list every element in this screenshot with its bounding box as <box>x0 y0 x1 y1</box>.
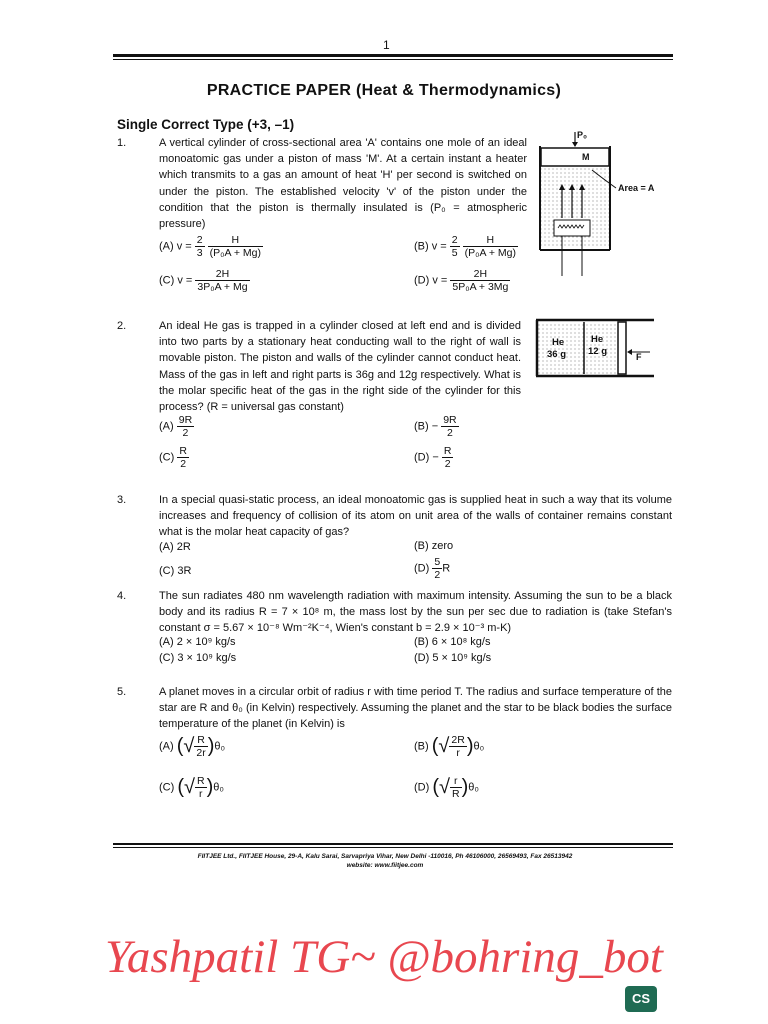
q1-d-den: 5P₀A + 3Mg <box>452 281 509 293</box>
q1-d-num: 2H <box>450 268 510 281</box>
q4-number: 4. <box>117 590 127 602</box>
q3-option-d-frac <box>432 556 442 581</box>
q5-option-d-label: (D) <box>414 781 430 794</box>
q2-b-num: 9R <box>443 414 457 426</box>
q1-fig-mass-label: M <box>582 152 590 162</box>
q5-a-num: R <box>194 734 207 747</box>
q3-number: 3. <box>117 494 127 506</box>
q5-b-num: 2R <box>451 734 465 746</box>
footer-website: website: www.fiitjee.com <box>346 862 424 869</box>
q2-fig-left-mass: 36 g <box>547 349 567 360</box>
q2-text: An ideal He gas is trapped in a cylinder closed at left end and is divided into two parts by a stationary heat conducting wall to the right of wall is movable piston. The piston and walls of the cylinder cannot conduct heat. Mass of the gas in left and right parts is 36g and 12g respectively. What is the molar specific heat of the gas in the right side of the cylinder for this process? (R = universal gas constant) <box>159 320 521 414</box>
q2-a-den: 2 <box>182 427 189 439</box>
q3-option-d-suffix: R <box>442 562 451 575</box>
q5-option-b-label: (B) <box>414 740 429 753</box>
q3-d-den: 2 <box>434 569 441 581</box>
q5-option-a-label: (A) <box>159 740 174 753</box>
q5-option-a-sqrt: (√ $\frac{R}{2r}$ ) <box>176 734 215 759</box>
q2-option-b-frac <box>441 414 458 439</box>
q1-option-d-label: (D) v = <box>414 274 448 287</box>
q1-option-c <box>159 268 250 293</box>
q3-text: In a special quasi-static process, an ideal monoatomic gas is supplied heat in such a way that its volume increases and frequency of collision of its atom on unit area of the walls of container remains constant what is the molar heat capacity of gas? <box>159 494 672 539</box>
header-rule-thin <box>113 59 673 60</box>
q1-cylinder-figure <box>532 128 682 278</box>
q3-option-d-label: (D) <box>414 562 430 575</box>
q5-number: 5. <box>117 686 127 698</box>
q3-option-b: (B) zero <box>414 540 454 552</box>
q2-d-den: 2 <box>444 458 451 470</box>
q2-number: 2. <box>117 320 127 332</box>
q2-option-b-label: (B) − <box>414 420 439 433</box>
section-title: Single Correct Type (+3, –1) <box>117 117 295 132</box>
q1-a-num1: 2 <box>196 234 203 246</box>
q2-c-num: R <box>179 445 187 457</box>
q2-option-c-frac <box>177 445 189 470</box>
q5-option-d-frac <box>450 775 462 800</box>
q3-option-d <box>414 556 450 581</box>
q5-option-d-theta: θ₀ <box>468 781 479 794</box>
q5-option-d <box>414 775 479 800</box>
q1-option-c-frac <box>195 268 249 293</box>
q2-d-num: R <box>443 445 452 457</box>
q1-option-d <box>414 268 510 293</box>
q5-d-den: R <box>451 788 460 800</box>
q2-option-d-frac <box>442 445 454 470</box>
q5-text: A planet moves in a circular orbit of radius r with time period T. The radius and surface temperature of the star are R and θ₀ (in Kelvin) respectively. Assuming the planet and the star to be black bodies the surface temperature of the planet (in Kelvin) is <box>159 686 672 731</box>
q1-fig-area-label: Area = A <box>618 183 655 193</box>
watermark-text: Yashpatil TG~ @bohring_bot <box>105 931 663 983</box>
q5-option-b-frac <box>449 734 466 759</box>
q1-b-den1: 5 <box>451 247 458 259</box>
q2-option-c-label: (C) <box>159 451 175 464</box>
q3-option-c: (C) 3R <box>159 565 192 577</box>
q4-option-d: (D) 5 × 10⁹ kg/s <box>414 652 492 664</box>
q5-option-b-sqrt: (√ $\frac{2R}{r}$ ) <box>431 734 474 759</box>
q1-c-num: 2H <box>195 268 249 281</box>
q5-option-c-sqrt: (√ $\frac{R}{r}$ ) <box>177 775 214 800</box>
q4-text: The sun radiates 480 nm wavelength radiation with maximum intensity. Assuming the sun to be a black body and its radius R = 7 × 10⁸ m, the mass lost by the sun per sec due to radiation is (take Stefan's constant σ = 5.67 × 10⁻⁸ Wm⁻²K⁻⁴, Wien's constant b = 2.9 × 10⁻³ m-K) <box>159 590 672 635</box>
q5-option-a-frac <box>194 734 207 759</box>
q2-fig-right-mass: 12 g <box>588 346 608 357</box>
q5-option-c-theta: θ₀ <box>213 781 224 794</box>
q4-option-c: (C) 3 × 10⁹ kg/s <box>159 652 237 664</box>
q1-option-a-frac2 <box>208 234 263 259</box>
q1-option-b-label: (B) v = <box>414 240 447 253</box>
q1-option-a <box>159 234 263 259</box>
q5-option-a <box>159 734 225 759</box>
q5-option-c <box>159 775 224 800</box>
q1-option-b <box>414 234 518 259</box>
q1-fig-p0-label: P₀ <box>577 130 588 140</box>
q2-fig-he-right: He <box>591 334 604 345</box>
q1-a-den1: 3 <box>196 247 203 259</box>
q3-d-num: 5 <box>434 556 441 568</box>
q2-option-a <box>159 414 194 439</box>
q5-option-b-theta: θ₀ <box>473 740 485 753</box>
q1-c-den: 3P₀A + Mg <box>197 281 248 293</box>
q1-option-c-label: (C) v = <box>159 274 193 287</box>
q5-c-num: R <box>196 775 205 787</box>
q3-option-a: (A) 2R <box>159 541 191 553</box>
q5-option-a-theta: θ₀ <box>214 740 226 753</box>
q4-option-a: (A) 2 × 10⁹ kg/s <box>159 636 236 648</box>
q4-option-b: (B) 6 × 10⁸ kg/s <box>414 636 491 648</box>
q5-option-b <box>414 734 484 759</box>
q2-option-a-label: (A) <box>159 420 174 433</box>
q1-b-num1: 2 <box>451 234 458 246</box>
q1-number: 1. <box>117 137 127 149</box>
paper-title: PRACTICE PAPER (Heat & Thermodynamics) <box>206 82 562 99</box>
q2-option-a-frac <box>177 414 194 439</box>
camscanner-badge-icon: CS <box>625 986 657 1012</box>
q2-fig-force-label: F <box>636 352 642 362</box>
q1-text: A vertical cylinder of cross-sectional area 'A' contains one mole of an ideal monoatomic gas under a piston of mass 'M'. At a certain instant a heater which transmits to a gas an amount of heat 'H' per second is switched on under the piston. The established velocity 'v' of the piston under the condition that the piston is thermally insulated is (P₀ = atmospheric pressure) <box>159 137 527 231</box>
q2-option-b <box>414 414 459 439</box>
footer-address: FIITJEE Ltd., FIITJEE House, 29-A, Kalu Sarai, Sarvapriya Vihar, New Delhi -110016, Ph 46106000, 26569493, Fax 26513942 <box>197 853 573 860</box>
q5-d-num: r <box>450 775 462 788</box>
q2-option-d <box>414 445 453 470</box>
q2-b-den: 2 <box>447 427 453 439</box>
q5-option-c-label: (C) <box>159 781 175 794</box>
q1-option-b-frac2 <box>463 234 518 259</box>
q2-c-den: 2 <box>180 458 187 470</box>
footer-rule-thin <box>113 847 673 848</box>
q5-option-c-frac <box>195 775 207 800</box>
footer-rule <box>113 843 673 845</box>
q5-b-den: r <box>456 747 460 759</box>
q2-fig-he-left: He <box>552 337 565 348</box>
q1-b-den2: (P₀A + Mg) <box>464 247 517 259</box>
q1-option-b-frac1 <box>450 234 460 259</box>
q1-option-a-frac1 <box>195 234 205 259</box>
q2-option-d-label: (D) − <box>414 451 439 464</box>
q1-a-num2: H <box>208 234 263 247</box>
q1-option-d-frac <box>450 268 510 293</box>
q5-a-den: 2r <box>196 747 206 759</box>
header-rule <box>113 54 673 57</box>
q1-b-num2: H <box>463 234 518 247</box>
page-number: 1 <box>383 38 390 52</box>
footer <box>120 852 650 870</box>
q1-option-a-label: (A) v = <box>159 240 192 253</box>
q1-a-den2: (P₀A + Mg) <box>209 247 262 259</box>
q2-a-num: 9R <box>178 414 193 426</box>
q5-c-den: r <box>199 788 203 800</box>
q2-option-c <box>159 445 189 470</box>
q5-option-d-sqrt: (√ $\frac{r}{R}$ ) <box>432 775 469 800</box>
